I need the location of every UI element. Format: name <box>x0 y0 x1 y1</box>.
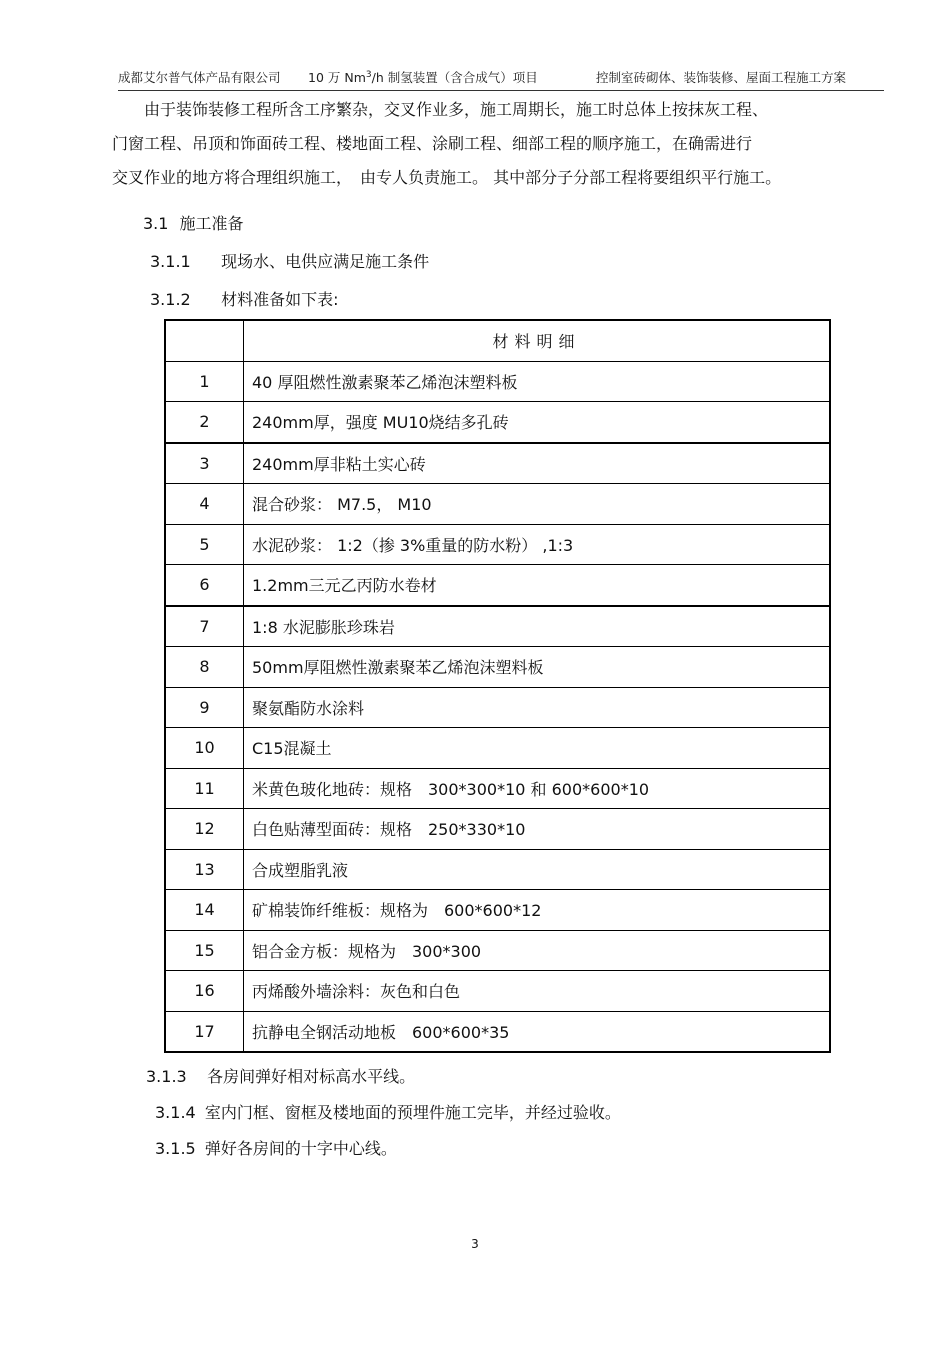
section-text: 材料准备如下表: <box>221 290 339 309</box>
table-row <box>165 768 830 809</box>
section-3-1 <box>143 211 244 234</box>
table-row <box>165 524 830 565</box>
row-number: 15 <box>165 930 244 971</box>
section-text: 室内门框、窗框及楼地面的预埋件施工完毕，并经过验收。 <box>204 1103 621 1122</box>
section-3-1-1 <box>150 249 429 272</box>
section-number: 3.1.3 <box>146 1067 187 1086</box>
row-description: 240mm厚非粘土实心砖 <box>244 443 831 484</box>
row-description: 铝合金方板：规格为 300*300 <box>244 930 831 971</box>
row-number: 3 <box>165 443 244 484</box>
page-header <box>118 68 884 91</box>
row-description: 水泥砂浆： 1:2（掺 3%重量的防水粉） ,1:3 <box>244 524 831 565</box>
row-description: 混合砂浆： M7.5， M10 <box>244 484 831 525</box>
header-project-sup: 3 <box>365 69 372 80</box>
row-number: 8 <box>165 647 244 688</box>
table-row <box>165 728 830 769</box>
row-description: C15混凝土 <box>244 728 831 769</box>
row-description: 240mm厚，强度 MU10烧结多孔砖 <box>244 402 831 443</box>
row-description: 50mm厚阻燃性激素聚苯乙烯泡沫塑料板 <box>244 647 831 688</box>
header-project <box>308 68 538 86</box>
table-row <box>165 971 830 1012</box>
row-description: 米黄色玻化地砖：规格 300*300*10 和 600*600*10 <box>244 768 831 809</box>
section-3-1-3 <box>146 1064 415 1087</box>
table-row <box>165 1011 830 1052</box>
intro-line-3: 交叉作业的地方将合理组织施工， 由专人负责施工。 其中部分子分部工程将要组织平行施工。 <box>112 168 782 187</box>
row-description: 1:8 水泥膨胀珍珠岩 <box>244 606 831 647</box>
table-header-blank <box>165 320 244 361</box>
table-row <box>165 849 830 890</box>
section-number: 3.1.2 <box>150 290 191 309</box>
section-number: 3.1.4 <box>155 1103 196 1122</box>
intro-line-2: 门窗工程、吊顶和饰面砖工程、楼地面工程、涂刷工程、细部工程的顺序施工，在确需进行 <box>112 134 753 153</box>
row-description: 合成塑脂乳液 <box>244 849 831 890</box>
materials-table <box>164 319 831 1053</box>
table-row <box>165 443 830 484</box>
row-number: 11 <box>165 768 244 809</box>
row-description: 矿棉装饰纤维板：规格为 600*600*12 <box>244 890 831 931</box>
table-row <box>165 890 830 931</box>
table-row <box>165 402 830 443</box>
table-header-row <box>165 320 830 361</box>
table-row <box>165 361 830 402</box>
intro-line-1: 由于装饰装修工程所含工序繁杂，交叉作业多，施工周期长，施工时总体上按抹灰工程、 <box>144 100 769 119</box>
section-number: 3.1.5 <box>155 1139 196 1158</box>
row-description: 白色贴薄型面砖：规格 250*330*10 <box>244 809 831 850</box>
row-number: 9 <box>165 687 244 728</box>
intro-paragraph <box>112 93 892 195</box>
section-text: 各房间弹好相对标高水平线。 <box>207 1067 416 1086</box>
row-number: 14 <box>165 890 244 931</box>
section-text: 施工准备 <box>179 214 244 233</box>
row-number: 4 <box>165 484 244 525</box>
section-number: 3.1.1 <box>150 252 191 271</box>
table-header-label: 材料明细 <box>244 320 831 361</box>
table-row <box>165 565 830 606</box>
section-3-1-2 <box>150 287 339 310</box>
table-row <box>165 606 830 647</box>
section-3-1-4 <box>155 1100 621 1123</box>
row-number: 10 <box>165 728 244 769</box>
row-description: 40 厚阻燃性激素聚苯乙烯泡沫塑料板 <box>244 361 831 402</box>
row-description: 聚氨酯防水涂料 <box>244 687 831 728</box>
header-project-suffix: /h 制氢装置（含合成气）项目 <box>371 70 538 85</box>
row-number: 13 <box>165 849 244 890</box>
header-doc-title: 控制室砖砌体、装饰装修、屋面工程施工方案 <box>596 70 847 85</box>
header-project-prefix: 10 万 Nm <box>308 70 366 85</box>
row-number: 5 <box>165 524 244 565</box>
table-row <box>165 930 830 971</box>
page-number: 3 <box>471 1237 479 1251</box>
header-company: 成都艾尔普气体产品有限公司 <box>118 70 281 85</box>
section-text: 现场水、电供应满足施工条件 <box>221 252 430 271</box>
row-number: 6 <box>165 565 244 606</box>
row-number: 1 <box>165 361 244 402</box>
table-row <box>165 647 830 688</box>
row-number: 2 <box>165 402 244 443</box>
table-row <box>165 809 830 850</box>
row-number: 7 <box>165 606 244 647</box>
section-text: 弹好各房间的十字中心线。 <box>204 1139 397 1158</box>
section-3-1-5 <box>155 1136 397 1159</box>
row-description: 丙烯酸外墙涂料：灰色和白色 <box>244 971 831 1012</box>
table-row <box>165 687 830 728</box>
table-row <box>165 484 830 525</box>
row-number: 12 <box>165 809 244 850</box>
row-number: 17 <box>165 1011 244 1052</box>
row-description: 1.2mm三元乙丙防水卷材 <box>244 565 831 606</box>
section-number: 3.1 <box>143 214 169 233</box>
row-description: 抗静电全钢活动地板 600*600*35 <box>244 1011 831 1052</box>
row-number: 16 <box>165 971 244 1012</box>
